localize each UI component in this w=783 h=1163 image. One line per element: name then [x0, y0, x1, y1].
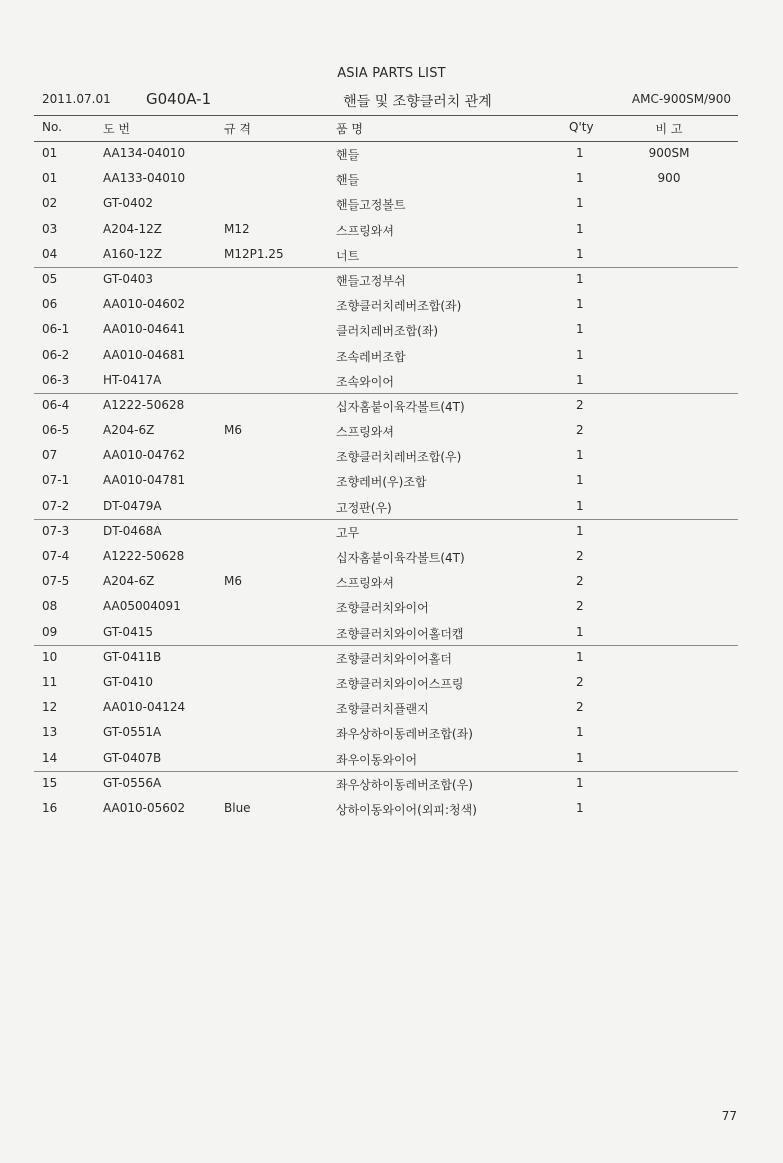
cell-no: 09 [42, 624, 58, 639]
cell-spec: M6 [224, 423, 242, 438]
cell-no: 06-5 [42, 423, 70, 438]
cell-name: 좌우상하이동레버조합(우) [336, 777, 473, 792]
cell-code: AA010-04124 [103, 700, 186, 715]
cell-name: 조향레버(우)조합 [336, 475, 427, 490]
cell-qty: 1 [576, 221, 584, 236]
cell-qty: 1 [576, 473, 584, 488]
cell-qty: 2 [576, 599, 584, 614]
group-divider [34, 771, 738, 772]
cell-code: A204-6Z [103, 574, 155, 589]
cell-name: 스프링와셔 [336, 425, 394, 440]
col-code: 도 번 [103, 122, 130, 136]
cell-code: AA010-04681 [103, 347, 186, 362]
cell-code: GT-0407B [103, 750, 162, 765]
table-row [0, 468, 783, 493]
table-row [0, 443, 783, 468]
cell-qty: 1 [576, 498, 584, 513]
cell-qty: 1 [576, 297, 584, 312]
header-subject: 핸들 및 조향클러치 관계 [343, 94, 492, 110]
cell-no: 06-4 [42, 397, 70, 412]
table-row [0, 393, 783, 418]
cell-no: 07 [42, 448, 58, 463]
cell-note: 900 [657, 171, 681, 186]
cell-name: 스프링와셔 [336, 576, 394, 591]
table-row [0, 418, 783, 443]
cell-qty: 1 [576, 322, 584, 337]
col-qty: Q'ty [569, 120, 594, 134]
cell-code: GT-0556A [103, 775, 162, 790]
table-row [0, 141, 783, 166]
cell-qty: 1 [576, 196, 584, 211]
cell-name: 십자홈붙이육각볼트(4T) [336, 399, 465, 414]
table-row [0, 695, 783, 720]
table-row [0, 594, 783, 619]
top-rule [34, 115, 738, 116]
cell-qty: 2 [576, 423, 584, 438]
col-spec: 규 격 [224, 122, 251, 136]
parts-table [0, 141, 783, 821]
group-divider [34, 645, 738, 646]
cell-qty: 1 [576, 271, 584, 286]
cell-code: AA133-04010 [103, 171, 186, 186]
cell-code: A204-12Z [103, 221, 162, 236]
cell-code: AA010-04641 [103, 322, 186, 337]
cell-code: GT-0402 [103, 196, 153, 211]
cell-no: 07-1 [42, 473, 70, 488]
cell-name: 조속와이어 [336, 374, 394, 389]
cell-code: GT-0410 [103, 674, 153, 689]
cell-spec: M6 [224, 574, 242, 589]
cell-name: 클러치레버조합(좌) [336, 324, 439, 339]
cell-code: A1222-50628 [103, 549, 185, 563]
table-row [0, 544, 783, 569]
cell-no: 07-2 [42, 498, 70, 513]
table-row [0, 569, 783, 594]
table-row [0, 670, 783, 695]
cell-no: 01 [42, 171, 58, 186]
cell-name: 조속레버조합 [336, 349, 406, 364]
cell-qty: 2 [576, 574, 584, 589]
cell-name: 조향클러치레버조합(좌) [336, 299, 462, 314]
group-divider [34, 393, 738, 394]
header-date: 2011.07.01 [42, 92, 111, 106]
cell-name: 핸들 [336, 148, 360, 162]
cell-code: DT-0468A [103, 523, 162, 538]
cell-name: 고무 [336, 525, 360, 540]
table-row [0, 267, 783, 292]
table-row [0, 242, 783, 267]
group-divider [34, 267, 738, 268]
cell-name: 조향클러치와이어스프링 [336, 676, 464, 691]
cell-no: 07-5 [42, 574, 70, 589]
cell-spec: Blue [224, 800, 251, 815]
table-row [0, 217, 783, 242]
table-row [0, 292, 783, 317]
cell-no: 06-2 [42, 347, 70, 362]
cell-name: 조향클러치레버조합(우) [336, 450, 462, 465]
cell-code: AA010-04602 [103, 297, 186, 312]
cell-no: 05 [42, 271, 58, 286]
cell-name: 조향클러치와이어홀더 [336, 651, 452, 666]
cell-qty: 2 [576, 700, 584, 715]
cell-no: 06 [42, 297, 58, 312]
table-row [0, 317, 783, 342]
cell-no: 01 [42, 146, 58, 160]
table-row [0, 343, 783, 368]
cell-qty: 2 [576, 674, 584, 689]
cell-no: 16 [42, 800, 58, 815]
col-no: No. [42, 120, 62, 134]
cell-code: AA010-04781 [103, 473, 186, 488]
cell-code: A204-6Z [103, 423, 155, 438]
cell-name: 너트 [336, 248, 360, 263]
table-row [0, 166, 783, 191]
cell-no: 13 [42, 725, 58, 740]
cell-note: 900SM [648, 146, 690, 160]
table-row [0, 368, 783, 393]
cell-qty: 1 [576, 372, 584, 387]
cell-spec: M12P1.25 [224, 246, 284, 261]
cell-no: 06-3 [42, 372, 70, 387]
cell-no: 06-1 [42, 322, 70, 337]
header-model: AMC-900SM/900 [631, 92, 731, 106]
cell-name: 고정판(우) [336, 500, 392, 515]
cell-qty: 2 [576, 549, 584, 563]
cell-code: HT-0417A [103, 372, 162, 387]
cell-code: AA010-04762 [103, 448, 186, 463]
cell-code: AA05004091 [103, 599, 181, 614]
cell-no: 14 [42, 750, 58, 765]
table-row [0, 620, 783, 645]
table-row [0, 645, 783, 670]
cell-name: 조향클러치와이어 [336, 601, 429, 616]
cell-qty: 1 [576, 523, 584, 538]
cell-name: 핸들고정볼트 [336, 198, 406, 213]
col-note: 비 고 [655, 122, 683, 136]
cell-no: 12 [42, 700, 58, 715]
cell-qty: 1 [576, 775, 584, 790]
cell-name: 조향클러치와이어홀더캡 [336, 626, 464, 641]
cell-qty: 1 [576, 146, 584, 160]
cell-code: GT-0403 [103, 271, 153, 286]
cell-code: GT-0411B [103, 649, 162, 664]
cell-qty: 1 [576, 448, 584, 463]
cell-no: 07-4 [42, 549, 70, 563]
cell-name: 좌우이동와이어 [336, 752, 418, 767]
cell-name: 핸들 [336, 173, 360, 188]
document-title: ASIA PARTS LIST [337, 66, 446, 81]
cell-no: 02 [42, 196, 58, 211]
table-row [0, 771, 783, 796]
cell-qty: 1 [576, 725, 584, 740]
cell-no: 15 [42, 775, 58, 790]
cell-no: 04 [42, 246, 58, 261]
cell-qty: 1 [576, 624, 584, 639]
group-divider [34, 519, 738, 520]
cell-code: A160-12Z [103, 246, 162, 261]
cell-code: AA134-04010 [103, 146, 186, 160]
cell-name: 좌우상하이동레버조합(좌) [336, 727, 473, 742]
table-row [0, 720, 783, 745]
cell-no: 11 [42, 674, 58, 689]
cell-name: 조향클러치플랜지 [336, 702, 429, 717]
cell-no: 10 [42, 649, 58, 664]
table-row [0, 494, 783, 519]
cell-code: GT-0415 [103, 624, 153, 639]
page-number: 77 [721, 1109, 737, 1123]
cell-qty: 1 [576, 347, 584, 362]
cell-code: A1222-50628 [103, 397, 185, 412]
table-row [0, 191, 783, 216]
col-name: 품 명 [336, 122, 363, 136]
cell-code: DT-0479A [103, 498, 162, 513]
cell-no: 08 [42, 599, 58, 614]
cell-qty: 2 [576, 397, 584, 412]
cell-qty: 1 [576, 750, 584, 765]
cell-name: 핸들고정부쉬 [336, 273, 406, 288]
cell-no: 03 [42, 221, 58, 236]
cell-qty: 1 [576, 171, 584, 186]
header-code: G040A-1 [146, 90, 212, 108]
cell-spec: M12 [224, 221, 250, 236]
cell-qty: 1 [576, 649, 584, 664]
cell-no: 07-3 [42, 523, 70, 538]
cell-code: AA010-05602 [103, 800, 186, 815]
table-row [0, 796, 783, 821]
cell-code: GT-0551A [103, 725, 162, 740]
cell-qty: 1 [576, 246, 584, 261]
table-row [0, 746, 783, 771]
cell-name: 십자홈붙이육각볼트(4T) [336, 551, 465, 565]
cell-name: 스프링와셔 [336, 223, 394, 238]
cell-name: 상하이동와이어(외피:청색) [336, 802, 477, 817]
table-row [0, 519, 783, 544]
cell-qty: 1 [576, 800, 584, 815]
column-headers [0, 120, 783, 138]
